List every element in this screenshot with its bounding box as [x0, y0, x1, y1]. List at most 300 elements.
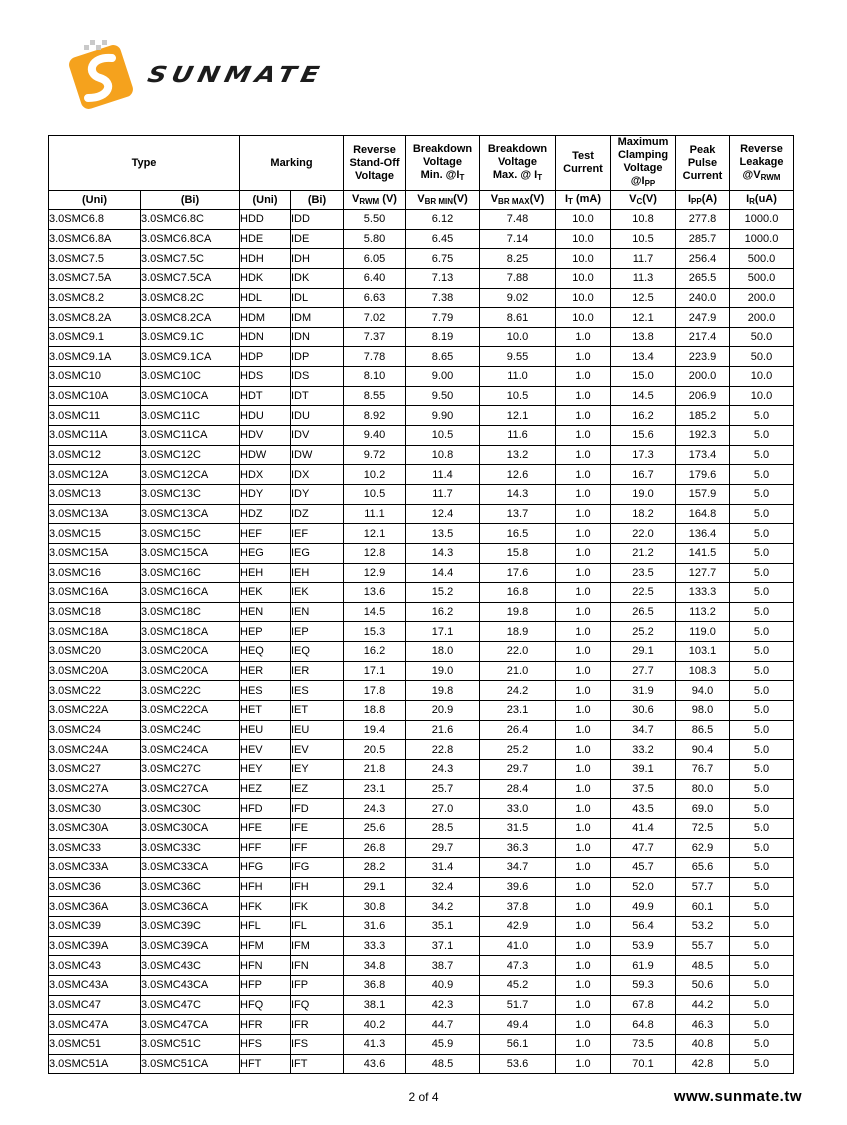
- vrwm-cell: 10.5: [344, 484, 406, 504]
- vrwm-cell: 25.6: [344, 818, 406, 838]
- bi-part-cell: 3.0SMC36C: [141, 877, 240, 897]
- spec-table: [48, 135, 794, 1074]
- test-current-cell: 1.0: [556, 1054, 611, 1074]
- marking-bi-cell: IDE: [291, 229, 344, 249]
- table-row: [49, 956, 794, 976]
- vbr-max-cell: 13.7: [480, 504, 556, 524]
- test-current-cell: 1.0: [556, 406, 611, 426]
- table-row: [49, 229, 794, 249]
- bi-part-cell: 3.0SMC39CA: [141, 936, 240, 956]
- test-current-cell: 10.0: [556, 308, 611, 328]
- reverse-leakage-cell: 50.0: [730, 347, 794, 367]
- clamping-voltage-cell: 70.1: [611, 1054, 676, 1074]
- reverse-leakage-cell: 5.0: [730, 897, 794, 917]
- table-row: [49, 347, 794, 367]
- brand-logo: [60, 30, 327, 120]
- marking-uni-cell: HEQ: [240, 642, 291, 662]
- uni-part-cell: 3.0SMC33: [49, 838, 141, 858]
- test-current-cell: 1.0: [556, 936, 611, 956]
- vrwm-cell: 10.2: [344, 465, 406, 485]
- marking-bi-cell: IFR: [291, 1015, 344, 1035]
- website-url[interactable]: www.sunmate.tw: [673, 1088, 802, 1105]
- uni-part-cell: 3.0SMC30: [49, 799, 141, 819]
- vbr-max-cell: 24.2: [480, 681, 556, 701]
- vbr-max-cell: 15.8: [480, 543, 556, 563]
- clamping-voltage-cell: 31.9: [611, 681, 676, 701]
- uni-part-cell: 3.0SMC33A: [49, 858, 141, 878]
- uni-part-cell: 3.0SMC9.1: [49, 327, 141, 347]
- marking-uni-cell: HFF: [240, 838, 291, 858]
- peak-pulse-current-cell: 192.3: [676, 426, 730, 446]
- vbr-max-cell: 26.4: [480, 720, 556, 740]
- vbr-max-unit: $V_{BR MAX}(V)$: [480, 191, 556, 210]
- vbr-max-cell: 41.0: [480, 936, 556, 956]
- peak-pulse-current-cell: 265.5: [676, 268, 730, 288]
- uni-part-cell: 3.0SMC30A: [49, 818, 141, 838]
- clamping-voltage-cell: 10.5: [611, 229, 676, 249]
- marking-uni-cell: HEF: [240, 524, 291, 544]
- table-row: [49, 622, 794, 642]
- vrwm-cell: 24.3: [344, 799, 406, 819]
- test-current-cell: 10.0: [556, 210, 611, 230]
- marking-uni-cell: HEV: [240, 740, 291, 760]
- vrwm-cell: 7.37: [344, 327, 406, 347]
- marking-uni-cell: HDD: [240, 210, 291, 230]
- clamping-voltage-cell: 22.0: [611, 524, 676, 544]
- vbr-max-cell: 28.4: [480, 779, 556, 799]
- vc-unit: $V_C(V)$: [611, 191, 676, 210]
- bi-part-cell: 3.0SMC43C: [141, 956, 240, 976]
- table-row: [49, 936, 794, 956]
- marking-bi-cell: IEP: [291, 622, 344, 642]
- vbr-min-cell: 22.8: [406, 740, 480, 760]
- clamping-voltage-cell: 13.8: [611, 327, 676, 347]
- clamping-voltage-cell: 15.6: [611, 426, 676, 446]
- clamping-voltage-cell: 17.3: [611, 445, 676, 465]
- test-current-cell: 1.0: [556, 779, 611, 799]
- vbr-min-cell: 8.19: [406, 327, 480, 347]
- vbr-max-cell: 29.7: [480, 759, 556, 779]
- vbr-max-cell: 37.8: [480, 897, 556, 917]
- test-current-cell: 1.0: [556, 975, 611, 995]
- table-row: [49, 975, 794, 995]
- vrwm-cell: 13.6: [344, 583, 406, 603]
- table-row: [49, 720, 794, 740]
- reverse-leakage-cell: 5.0: [730, 877, 794, 897]
- vbr-min-cell: 32.4: [406, 877, 480, 897]
- marking-bi-cell: IDK: [291, 268, 344, 288]
- marking-uni-cell: HFR: [240, 1015, 291, 1035]
- marking-bi-cell: IER: [291, 661, 344, 681]
- vbr-min-cell: 48.5: [406, 1054, 480, 1074]
- vbr-min-cell: 11.7: [406, 484, 480, 504]
- test-current-cell: 10.0: [556, 229, 611, 249]
- clamping-voltage-cell: 16.7: [611, 465, 676, 485]
- vrwm-unit: $V_{RWM}$ (V): [344, 191, 406, 210]
- clamping-voltage-cell: 61.9: [611, 956, 676, 976]
- table-row: [49, 504, 794, 524]
- peak-pulse-current-cell: 185.2: [676, 406, 730, 426]
- bi-part-cell: 3.0SMC22C: [141, 681, 240, 701]
- reverse-leakage-cell: 5.0: [730, 975, 794, 995]
- marking-bi-cell: IFL: [291, 917, 344, 937]
- marking-bi-cell: IFK: [291, 897, 344, 917]
- test-current-cell: 1.0: [556, 838, 611, 858]
- peak-pulse-current-cell: 277.8: [676, 210, 730, 230]
- marking-uni-cell: HEU: [240, 720, 291, 740]
- vbr-max-cell: 56.1: [480, 1034, 556, 1054]
- uni-part-cell: 3.0SMC18A: [49, 622, 141, 642]
- table-row: [49, 1034, 794, 1054]
- clamping-voltage-cell: 22.5: [611, 583, 676, 603]
- bi-part-cell: 3.0SMC47C: [141, 995, 240, 1015]
- vrwm-cell: 40.2: [344, 1015, 406, 1035]
- vbr-max-cell: 11.0: [480, 367, 556, 387]
- vrwm-cell: 41.3: [344, 1034, 406, 1054]
- vrwm-cell: 43.6: [344, 1054, 406, 1074]
- clamping-voltage-cell: 19.0: [611, 484, 676, 504]
- vbr-min-header: Breakdown Voltage Min. $@I_T$: [406, 136, 480, 191]
- reverse-leakage-cell: 500.0: [730, 249, 794, 269]
- uni-part-cell: 3.0SMC9.1A: [49, 347, 141, 367]
- vbr-min-cell: 8.65: [406, 347, 480, 367]
- uni-part-cell: 3.0SMC43: [49, 956, 141, 976]
- subheader-row: [49, 191, 794, 210]
- marking-bi-cell: IET: [291, 701, 344, 721]
- vrwm-cell: 12.9: [344, 563, 406, 583]
- peak-pulse-current-cell: 62.9: [676, 838, 730, 858]
- clamping-voltage-cell: 52.0: [611, 877, 676, 897]
- bi-part-cell: 3.0SMC30CA: [141, 818, 240, 838]
- bi-subheader: (Bi): [141, 191, 240, 210]
- vbr-max-cell: 8.25: [480, 249, 556, 269]
- test-current-cell: 1.0: [556, 818, 611, 838]
- marking-bi-cell: IEK: [291, 583, 344, 603]
- vrwm-cell: 8.10: [344, 367, 406, 387]
- bi-part-cell: 3.0SMC33C: [141, 838, 240, 858]
- vbr-min-cell: 42.3: [406, 995, 480, 1015]
- table-row: [49, 701, 794, 721]
- table-row: [49, 367, 794, 387]
- test-current-cell: 1.0: [556, 386, 611, 406]
- marking-uni-cell: HFE: [240, 818, 291, 838]
- vbr-max-cell: 17.6: [480, 563, 556, 583]
- vbr-max-cell: 18.9: [480, 622, 556, 642]
- marking-bi-cell: IDU: [291, 406, 344, 426]
- test-current-cell: 1.0: [556, 740, 611, 760]
- uni-part-cell: 3.0SMC51A: [49, 1054, 141, 1074]
- bi-part-cell: 3.0SMC7.5C: [141, 249, 240, 269]
- vbr-min-cell: 15.2: [406, 583, 480, 603]
- marking-uni-cell: HDX: [240, 465, 291, 485]
- vbr-max-cell: 10.0: [480, 327, 556, 347]
- reverse-leakage-cell: 5.0: [730, 445, 794, 465]
- reverse-leakage-cell: 5.0: [730, 779, 794, 799]
- vrwm-cell: 19.4: [344, 720, 406, 740]
- uni-part-cell: 3.0SMC10A: [49, 386, 141, 406]
- table-row: [49, 445, 794, 465]
- vrwm-cell: 9.40: [344, 426, 406, 446]
- vrwm-cell: 28.2: [344, 858, 406, 878]
- reverse-leakage-cell: 200.0: [730, 288, 794, 308]
- vbr-max-cell: 19.8: [480, 602, 556, 622]
- marking-bi-cell: IEN: [291, 602, 344, 622]
- bi-part-cell: 3.0SMC16C: [141, 563, 240, 583]
- vbr-max-cell: 53.6: [480, 1054, 556, 1074]
- peak-pulse-current-cell: 217.4: [676, 327, 730, 347]
- vrwm-cell: 20.5: [344, 740, 406, 760]
- marking-uni-cell: HEH: [240, 563, 291, 583]
- marking-bi-cell: IEG: [291, 543, 344, 563]
- marking-uni-cell: HEG: [240, 543, 291, 563]
- table-row: [49, 249, 794, 269]
- reverse-leakage-cell: 5.0: [730, 524, 794, 544]
- uni-part-cell: 3.0SMC11A: [49, 426, 141, 446]
- uni-part-cell: 3.0SMC7.5: [49, 249, 141, 269]
- table-row: [49, 858, 794, 878]
- bi-part-cell: 3.0SMC43CA: [141, 975, 240, 995]
- test-current-cell: 1.0: [556, 622, 611, 642]
- vbr-min-cell: 6.75: [406, 249, 480, 269]
- test-current-cell: 1.0: [556, 426, 611, 446]
- reverse-leakage-cell: 5.0: [730, 995, 794, 1015]
- vbr-max-cell: 7.14: [480, 229, 556, 249]
- clamping-voltage-cell: 25.2: [611, 622, 676, 642]
- marking-uni-cell: HFM: [240, 936, 291, 956]
- marking-bi-cell: IDH: [291, 249, 344, 269]
- reverse-leakage-cell: 200.0: [730, 308, 794, 328]
- reverse-leakage-cell: 10.0: [730, 367, 794, 387]
- marking-bi-cell: IFM: [291, 936, 344, 956]
- header-row: [49, 136, 794, 191]
- table-row: [49, 995, 794, 1015]
- vbr-min-cell: 13.5: [406, 524, 480, 544]
- reverse-leakage-cell: 5.0: [730, 681, 794, 701]
- uni-part-cell: 3.0SMC10: [49, 367, 141, 387]
- test-current-cell: 1.0: [556, 504, 611, 524]
- marking-uni-cell: HES: [240, 681, 291, 701]
- peak-pulse-current-cell: 247.9: [676, 308, 730, 328]
- vrwm-cell: 8.55: [344, 386, 406, 406]
- table-row: [49, 406, 794, 426]
- vrwm-cell: 16.2: [344, 642, 406, 662]
- uni-part-cell: 3.0SMC7.5A: [49, 268, 141, 288]
- marking-uni-subheader: (Uni): [240, 191, 291, 210]
- vbr-min-cell: 17.1: [406, 622, 480, 642]
- vbr-min-cell: 24.3: [406, 759, 480, 779]
- table-row: [49, 524, 794, 544]
- reverse-leakage-cell: 5.0: [730, 1054, 794, 1074]
- table-row: [49, 386, 794, 406]
- table-row: [49, 1054, 794, 1074]
- vbr-min-cell: 38.7: [406, 956, 480, 976]
- uni-part-cell: 3.0SMC12A: [49, 465, 141, 485]
- vbr-max-cell: 8.61: [480, 308, 556, 328]
- vbr-min-cell: 27.0: [406, 799, 480, 819]
- clamping-voltage-cell: 30.6: [611, 701, 676, 721]
- bi-part-cell: 3.0SMC24C: [141, 720, 240, 740]
- clamping-voltage-cell: 37.5: [611, 779, 676, 799]
- vrwm-cell: 5.80: [344, 229, 406, 249]
- reverse-leakage-cell: 5.0: [730, 1015, 794, 1035]
- vrwm-cell: 12.8: [344, 543, 406, 563]
- test-current-cell: 10.0: [556, 249, 611, 269]
- peak-pulse-current-cell: 157.9: [676, 484, 730, 504]
- uni-part-cell: 3.0SMC6.8A: [49, 229, 141, 249]
- vbr-min-cell: 12.4: [406, 504, 480, 524]
- clamping-voltage-cell: 27.7: [611, 661, 676, 681]
- vbr-min-cell: 14.3: [406, 543, 480, 563]
- vrwm-cell: 6.40: [344, 268, 406, 288]
- reverse-leakage-cell: 10.0: [730, 386, 794, 406]
- table-row: [49, 583, 794, 603]
- bi-part-cell: 3.0SMC15C: [141, 524, 240, 544]
- marking-uni-cell: HFS: [240, 1034, 291, 1054]
- vbr-min-cell: 31.4: [406, 858, 480, 878]
- peak-pulse-current-cell: 103.1: [676, 642, 730, 662]
- reverse-leakage-cell: 500.0: [730, 268, 794, 288]
- bi-part-cell: 3.0SMC11CA: [141, 426, 240, 446]
- peak-pulse-current-cell: 72.5: [676, 818, 730, 838]
- peak-pulse-current-cell: 90.4: [676, 740, 730, 760]
- vbr-min-cell: 34.2: [406, 897, 480, 917]
- peak-pulse-current-cell: 53.2: [676, 917, 730, 937]
- clamping-voltage-cell: 34.7: [611, 720, 676, 740]
- table-row: [49, 308, 794, 328]
- vbr-min-cell: 9.90: [406, 406, 480, 426]
- bi-part-cell: 3.0SMC27C: [141, 759, 240, 779]
- peak-pulse-current-cell: 55.7: [676, 936, 730, 956]
- bi-part-cell: 3.0SMC8.2CA: [141, 308, 240, 328]
- vbr-max-cell: 51.7: [480, 995, 556, 1015]
- vrwm-cell: 26.8: [344, 838, 406, 858]
- marking-uni-cell: HEZ: [240, 779, 291, 799]
- bi-part-cell: 3.0SMC6.8C: [141, 210, 240, 230]
- test-current-cell: 1.0: [556, 465, 611, 485]
- peak-pulse-current-cell: 42.8: [676, 1054, 730, 1074]
- clamping-voltage-cell: 11.3: [611, 268, 676, 288]
- bi-part-cell: 3.0SMC10CA: [141, 386, 240, 406]
- table-row: [49, 543, 794, 563]
- test-current-cell: 1.0: [556, 484, 611, 504]
- vbr-min-cell: 18.0: [406, 642, 480, 662]
- marking-uni-cell: HDN: [240, 327, 291, 347]
- bi-part-cell: 3.0SMC24CA: [141, 740, 240, 760]
- uni-part-cell: 3.0SMC22: [49, 681, 141, 701]
- table-row: [49, 602, 794, 622]
- reverse-leakage-cell: 5.0: [730, 936, 794, 956]
- bi-part-cell: 3.0SMC51C: [141, 1034, 240, 1054]
- reverse-leakage-cell: 5.0: [730, 484, 794, 504]
- vbr-max-cell: 14.3: [480, 484, 556, 504]
- vbr-min-cell: 44.7: [406, 1015, 480, 1035]
- uni-part-cell: 3.0SMC22A: [49, 701, 141, 721]
- clamping-voltage-cell: 45.7: [611, 858, 676, 878]
- marking-uni-cell: HET: [240, 701, 291, 721]
- clamping-voltage-cell: 43.5: [611, 799, 676, 819]
- bi-part-cell: 3.0SMC10C: [141, 367, 240, 387]
- marking-bi-cell: IFG: [291, 858, 344, 878]
- marking-bi-cell: IDZ: [291, 504, 344, 524]
- marking-bi-cell: IFD: [291, 799, 344, 819]
- test-current-cell: 1.0: [556, 995, 611, 1015]
- marking-bi-cell: IEU: [291, 720, 344, 740]
- uni-part-cell: 3.0SMC8.2: [49, 288, 141, 308]
- peak-pulse-current-cell: 44.2: [676, 995, 730, 1015]
- marking-uni-cell: HDM: [240, 308, 291, 328]
- marking-bi-cell: IDM: [291, 308, 344, 328]
- marking-bi-cell: IDY: [291, 484, 344, 504]
- marking-bi-cell: IDL: [291, 288, 344, 308]
- brand-wordmark: SUNMATE: [145, 62, 327, 88]
- table-row: [49, 779, 794, 799]
- clamping-voltage-cell: 12.1: [611, 308, 676, 328]
- marking-bi-cell: IFT: [291, 1054, 344, 1074]
- test-current-cell: 1.0: [556, 661, 611, 681]
- reverse-leakage-cell: 5.0: [730, 838, 794, 858]
- bi-part-cell: 3.0SMC16CA: [141, 583, 240, 603]
- ipp-unit: $I_{PP}(A)$: [676, 191, 730, 210]
- test-current-cell: 1.0: [556, 583, 611, 603]
- marking-uni-cell: HEP: [240, 622, 291, 642]
- vbr-max-cell: 9.02: [480, 288, 556, 308]
- vbr-min-cell: 37.1: [406, 936, 480, 956]
- bi-part-cell: 3.0SMC11C: [141, 406, 240, 426]
- uni-part-cell: 3.0SMC13A: [49, 504, 141, 524]
- reverse-leakage-cell: 5.0: [730, 661, 794, 681]
- marking-uni-cell: HDY: [240, 484, 291, 504]
- vrwm-cell: 29.1: [344, 877, 406, 897]
- vrwm-cell: 12.1: [344, 524, 406, 544]
- clamping-voltage-header: Maximum Clamping Voltage $@I_{PP}$: [611, 136, 676, 191]
- vbr-max-cell: 16.5: [480, 524, 556, 544]
- vbr-min-cell: 11.4: [406, 465, 480, 485]
- bi-part-cell: 3.0SMC13CA: [141, 504, 240, 524]
- table-row: [49, 484, 794, 504]
- test-current-cell: 1.0: [556, 799, 611, 819]
- uni-subheader: (Uni): [49, 191, 141, 210]
- marking-uni-cell: HFG: [240, 858, 291, 878]
- vrwm-cell: 17.8: [344, 681, 406, 701]
- peak-pulse-current-cell: 86.5: [676, 720, 730, 740]
- uni-part-cell: 3.0SMC39: [49, 917, 141, 937]
- vrwm-cell: 15.3: [344, 622, 406, 642]
- reverse-leakage-cell: 5.0: [730, 406, 794, 426]
- vbr-min-cell: 7.13: [406, 268, 480, 288]
- table-row: [49, 563, 794, 583]
- sunmate-logo-icon: [60, 36, 142, 118]
- marking-bi-cell: IFH: [291, 877, 344, 897]
- test-current-cell: 1.0: [556, 759, 611, 779]
- marking-uni-cell: HER: [240, 661, 291, 681]
- peak-pulse-current-cell: 206.9: [676, 386, 730, 406]
- vbr-min-cell: 9.50: [406, 386, 480, 406]
- bi-part-cell: 3.0SMC18C: [141, 602, 240, 622]
- marking-bi-cell: IDV: [291, 426, 344, 446]
- reverse-leakage-cell: 5.0: [730, 720, 794, 740]
- peak-pulse-current-cell: 127.7: [676, 563, 730, 583]
- peak-pulse-current-cell: 136.4: [676, 524, 730, 544]
- marking-bi-cell: IFN: [291, 956, 344, 976]
- marking-bi-cell: IDW: [291, 445, 344, 465]
- vbr-min-unit: $V_{BR MIN}(V)$: [406, 191, 480, 210]
- reverse-leakage-cell: 5.0: [730, 583, 794, 603]
- marking-uni-cell: HDE: [240, 229, 291, 249]
- marking-uni-cell: HDT: [240, 386, 291, 406]
- test-current-cell: 1.0: [556, 367, 611, 387]
- table-row: [49, 268, 794, 288]
- clamping-voltage-cell: 14.5: [611, 386, 676, 406]
